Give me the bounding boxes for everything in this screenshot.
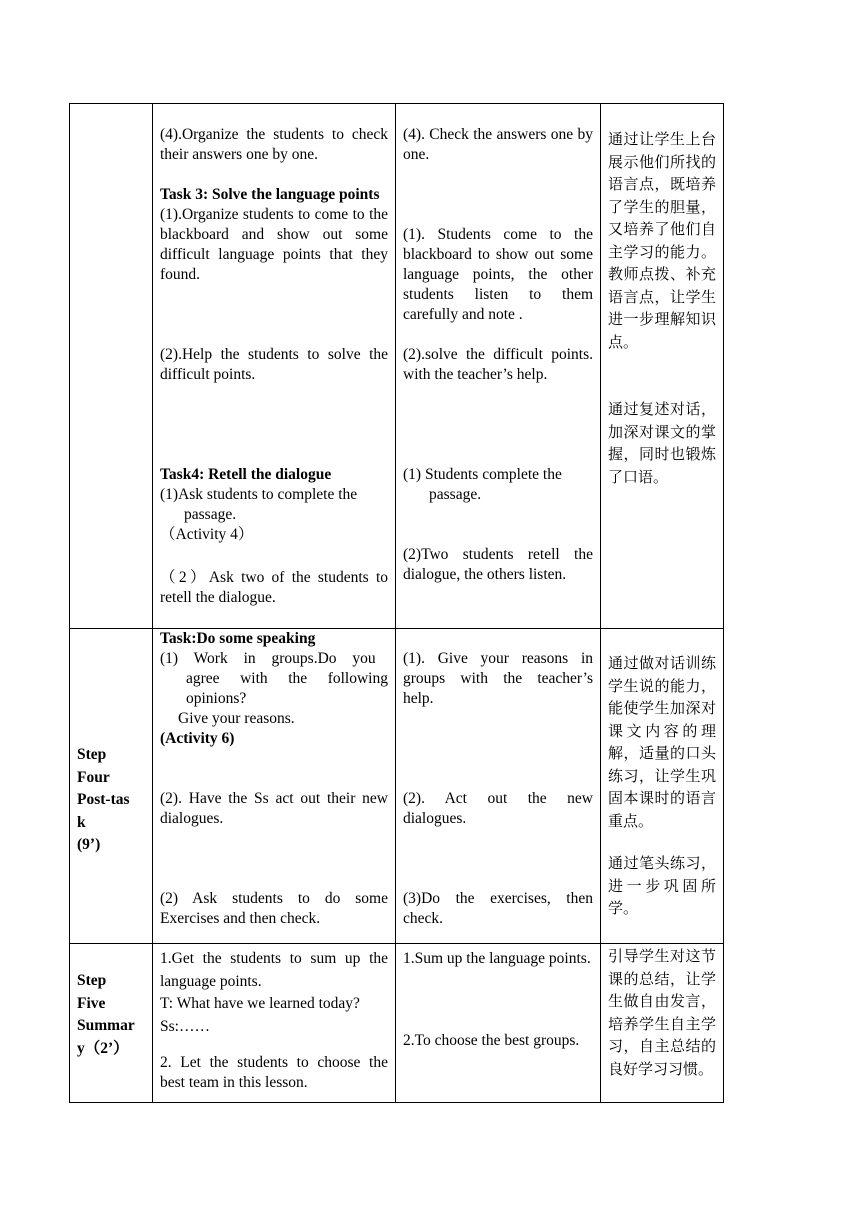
step-label-line: (9’) [77,836,101,853]
teacher-task3-step-1: (1).Organize students to come to the blackboard and show out some difficult language points that they found. [160,206,388,283]
table-border-bottom [69,1102,724,1103]
student-speaking-step-1: (1). Give your reasons in groups with the teacher’s help. [403,650,593,707]
student-exercise-step: (3)Do the exercises, then check. [403,890,593,927]
activity-6-label: (Activity 6) [160,730,235,747]
column-divider-3 [600,103,601,1103]
task4-title: Task4: Retell the dialogue [160,466,332,483]
row1-student-cell [403,125,593,585]
student-summary-step-1: 1.Sum up the language points. [403,950,591,967]
step-label-line: Five [77,994,106,1012]
teacher-task4-step-1: (1)Ask students to complete the [160,486,358,503]
student-summary-step-2: 2.To choose the best groups. [403,1031,580,1049]
purpose-language-points: 通过让学生上台展示他们所找的语言点，既培养了学生的胆量，又培养了他们自主学习的能力。教师点拨、补充语言点，让学生进一步理解知识点。 [608,130,716,351]
column-divider-2 [395,103,396,1103]
student-task4-step-2: (2)Two students retell the dialogue, the others listen. [403,546,593,583]
table-border-left [69,103,70,1103]
teacher-speaking-step-1-cont: agree with the following opinions? [186,670,388,707]
activity-4-label: （Activity 4） [160,526,254,543]
purpose-speaking: 通过做对话训练学生说的能力，能使学生加深对课文内容的理解，适量的口头练习，让学生巩固本课时的语言重点。 [608,654,716,830]
task3-title: Task 3: Solve the language points [160,186,380,203]
table-border-right [723,103,724,1103]
student-task3-step-2: (2).solve the difficult points. with the teacher’s help. [403,346,593,383]
row-divider-2 [69,943,724,944]
row2-purpose-cell [608,652,716,920]
student-task4-step-1: (1) Students complete the [403,466,562,483]
row3-purpose-cell [608,945,716,1080]
teacher-task4-step-2: （2）Ask two of the students to retell the dialogue. [160,569,388,606]
step-five-label [77,970,149,1060]
teacher-question: T: What have we learned today? [160,995,360,1012]
teacher-speaking-step-1: (1) Work in groups.Do you [160,650,376,667]
give-reasons-line: Give your reasons. [178,710,295,727]
step-label-line: Step [77,972,107,989]
purpose-summary: 引导学生对这节课的总结，让学生做自由发言，培养学生自主学习，自主总结的良好学习习惯。 [608,947,716,1078]
row2-student-cell [403,649,593,929]
purpose-writing: 通过笔头练习，进一步巩固所学。 [608,854,716,917]
row1-teacher-cell [160,125,388,608]
teacher-step-4: (4).Organize the students to check their answers one by one. [160,126,388,163]
student-task3-step-1: (1). Students come to the blackboard to show out some language points, the other students listen to them carefully and note . [403,226,593,323]
step-four-label [77,744,149,857]
step-label-line: Step [77,746,107,763]
student-task4-step-1-cont: passage. [429,486,482,503]
row1-purpose-cell [608,128,716,488]
teacher-exercise-step: (2) Ask students to do some Exercises and then check. [160,890,388,927]
teacher-summary-step-2: 2. Let the students to choose the best team in this lesson. [160,1054,388,1091]
row2-teacher-cell [160,629,388,929]
teacher-summary-step-1: 1.Get the students to sum up the language points. [160,950,388,990]
row3-student-cell [403,948,593,1051]
speaking-task-title: Task:Do some speaking [160,630,316,647]
purpose-retell: 通过复述对话，加深对课文的掌握，同时也锻炼了口语。 [608,400,716,486]
teacher-task3-step-2: (2).Help the students to solve the difficult points. [160,346,388,383]
table-border-top [69,103,724,104]
students-answer: Ss:…… [160,1017,210,1035]
row3-teacher-cell [160,948,388,1093]
teacher-speaking-step-2: (2). Have the Ss act out their new dialogues. [160,790,388,827]
teacher-task4-step-1-cont: passage. [184,506,237,523]
step-label-line: Summar [77,1017,135,1034]
step-label-line: Post-tas [77,791,130,808]
step-label-line: Four [77,768,110,786]
column-divider-1 [152,103,153,1103]
step-label-line: k [77,813,86,831]
student-step-4: (4). Check the answers one by one. [403,126,593,163]
student-speaking-step-2: (2). Act out the new dialogues. [403,790,593,827]
step-label-line: y（2’） [77,1039,129,1057]
